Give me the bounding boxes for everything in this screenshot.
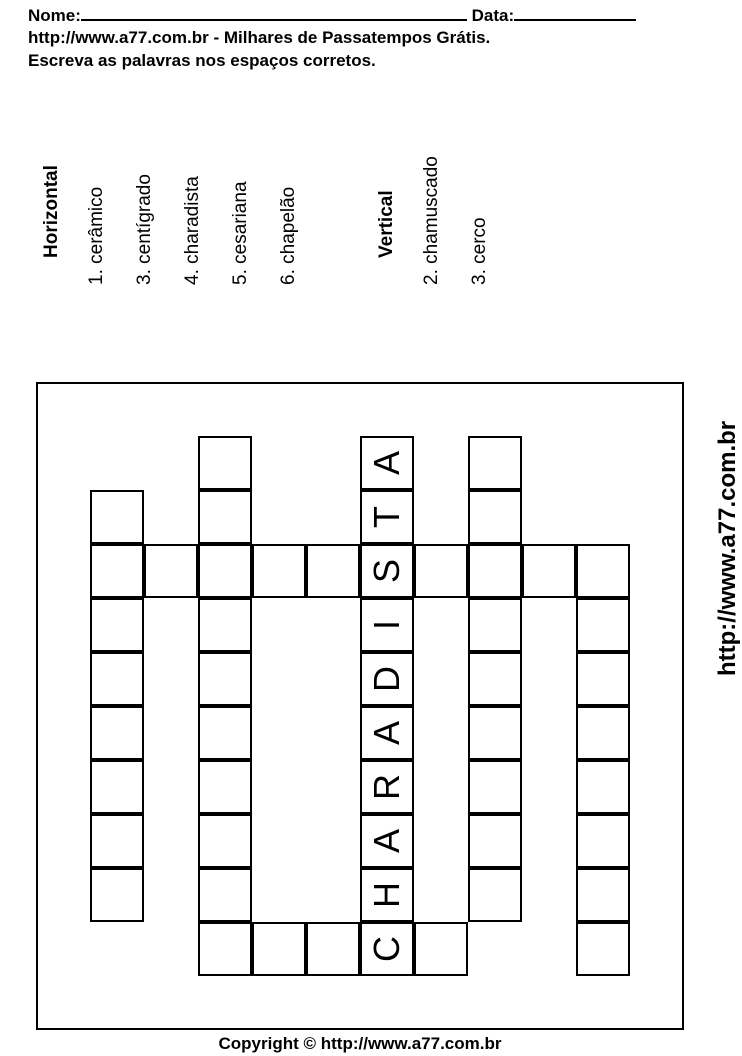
- crossword-cell[interactable]: [90, 868, 144, 922]
- crossword-cell[interactable]: [576, 544, 630, 598]
- clue-horizontal-1: 1. cerâmico: [86, 186, 107, 285]
- crossword-cell[interactable]: [252, 544, 306, 598]
- crossword-cell[interactable]: [576, 760, 630, 814]
- clue-horizontal-6: 6. chapelão: [278, 186, 299, 285]
- crossword-cell[interactable]: [90, 544, 144, 598]
- crossword-cell[interactable]: [468, 436, 522, 490]
- crossword-cell[interactable]: [576, 652, 630, 706]
- clue-vertical-3: 3. cerco: [469, 217, 490, 285]
- cell-letter: H: [366, 882, 407, 908]
- date-label: Data:: [471, 6, 515, 25]
- instruction-line: Escreva as palavras nos espaços corretos.: [28, 51, 376, 70]
- crossword-cell[interactable]: [198, 814, 252, 868]
- horizontal-heading: Horizontal: [41, 165, 62, 258]
- crossword-cell[interactable]: [468, 760, 522, 814]
- cell-letter: S: [366, 559, 407, 584]
- crossword-cell[interactable]: [414, 544, 468, 598]
- site-line: http://www.a77.com.br - Milhares de Passatempos Grátis.: [28, 28, 491, 47]
- crossword-cell[interactable]: [576, 598, 630, 652]
- crossword-cell[interactable]: [198, 544, 252, 598]
- crossword-cell[interactable]: [198, 868, 252, 922]
- crossword-cell[interactable]: [198, 922, 252, 976]
- vertical-heading: Vertical: [376, 190, 397, 258]
- copyright: Copyright © http://www.a77.com.br: [218, 1034, 502, 1053]
- crossword-cell[interactable]: [252, 922, 306, 976]
- crossword-cell[interactable]: [468, 652, 522, 706]
- clue-vertical-2: 2. chamuscado: [421, 156, 442, 285]
- cell-letter: I: [366, 620, 407, 631]
- cell-letter: A: [366, 721, 407, 746]
- cell-letter: A: [366, 829, 407, 854]
- crossword-cell[interactable]: [576, 706, 630, 760]
- crossword-cell[interactable]: [144, 544, 198, 598]
- crossword-cell[interactable]: [468, 814, 522, 868]
- crossword-cell[interactable]: [90, 814, 144, 868]
- crossword-cell[interactable]: [468, 706, 522, 760]
- crossword-cell[interactable]: [468, 544, 522, 598]
- cell-letter: T: [366, 506, 407, 528]
- crossword-cell[interactable]: [306, 544, 360, 598]
- crossword-cell[interactable]: [198, 760, 252, 814]
- crossword-cell[interactable]: [306, 922, 360, 976]
- crossword-cell[interactable]: [198, 490, 252, 544]
- crossword-cell[interactable]: [468, 598, 522, 652]
- crossword-cell[interactable]: [576, 868, 630, 922]
- crossword-cell[interactable]: [90, 490, 144, 544]
- crossword-cell[interactable]: [468, 868, 522, 922]
- cell-letter: D: [366, 666, 407, 692]
- clue-horizontal-4: 4. charadista: [182, 176, 203, 285]
- crossword-cell[interactable]: [198, 706, 252, 760]
- cell-letter: A: [366, 451, 407, 476]
- crossword-cell[interactable]: [468, 490, 522, 544]
- name-label: Nome:: [28, 6, 81, 25]
- side-url: http://www.a77.com.br: [714, 420, 741, 676]
- crossword-cell[interactable]: [90, 760, 144, 814]
- crossword-cell[interactable]: [90, 652, 144, 706]
- clue-horizontal-3: 3. centígrado: [134, 174, 155, 285]
- crossword-cell[interactable]: [198, 436, 252, 490]
- cell-letter: R: [366, 774, 407, 800]
- crossword-cell[interactable]: [198, 598, 252, 652]
- cell-letter: C: [366, 936, 407, 962]
- crossword-cell[interactable]: [90, 598, 144, 652]
- crossword-cell[interactable]: [522, 544, 576, 598]
- crossword-cell[interactable]: [198, 652, 252, 706]
- crossword-cell[interactable]: [414, 922, 468, 976]
- crossword-cell[interactable]: [90, 706, 144, 760]
- clue-horizontal-5: 5. cesariana: [230, 181, 251, 285]
- crossword-cell[interactable]: [576, 814, 630, 868]
- crossword-cell[interactable]: [576, 922, 630, 976]
